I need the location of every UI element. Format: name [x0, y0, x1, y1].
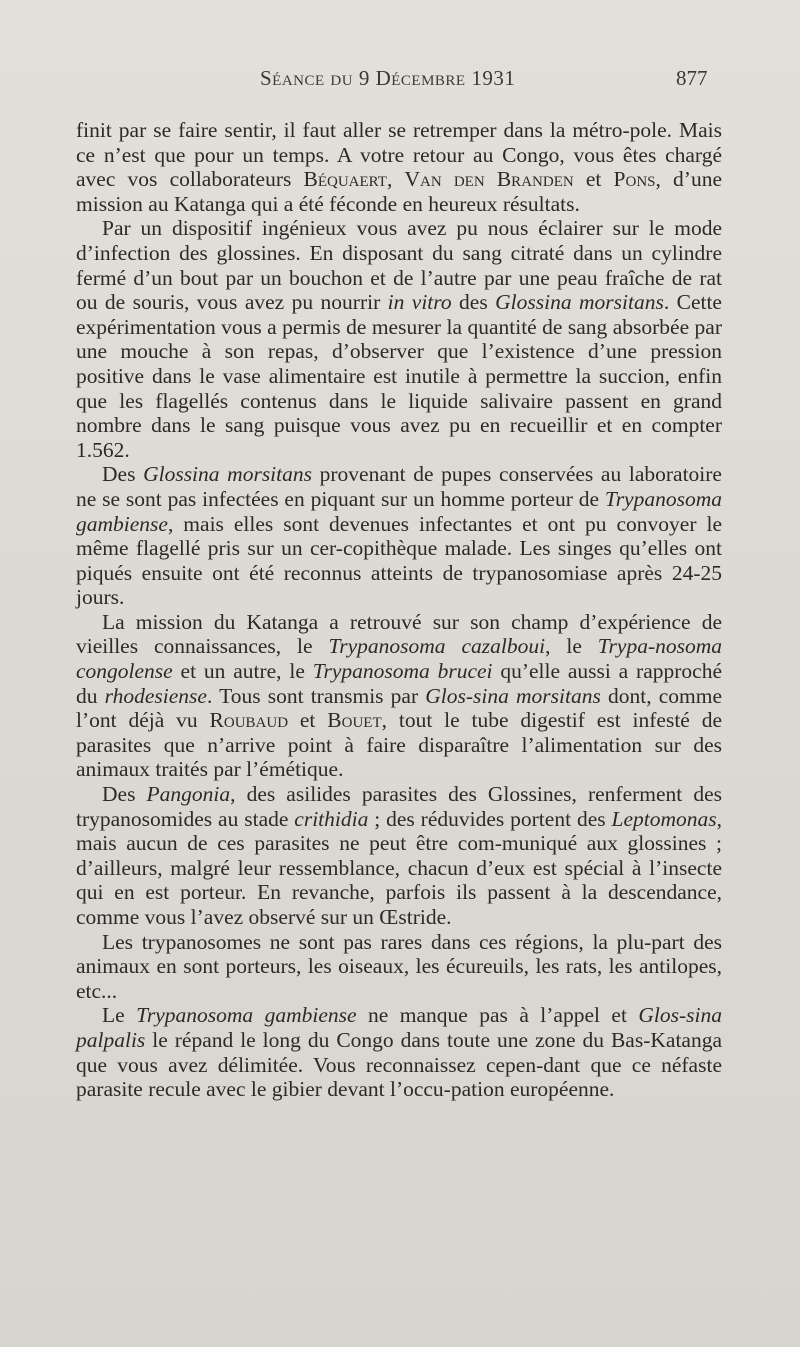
species-name: rhodesiense: [104, 683, 207, 708]
italic-term: crithidia: [294, 806, 369, 831]
species-name: Trypa-nosoma congolense: [76, 634, 723, 684]
paragraph-5: Des Pangonia, des asilides parasites des Glossines, renferment des trypanosomides au stade crithidia ; des réduvides portent des Leptomonas, mais aucun de ces parasites ne peut être com-muniqué aux glossines ; d’ailleurs, malgré leur ressemblance, chacun d’eux est spécial à l’insecte qui en est porteur. En revanche, parfois ils passent à la descendance, comme vous l’avez observé sur un Œstride.: [76, 782, 723, 929]
author-name: Van den Branden: [404, 167, 574, 192]
body-text: [76, 118, 722, 1102]
paragraph-2: Par un dispositif ingénieux vous avez pu nous éclairer sur le mode d’infection des glossines. En disposant du sang citraté dans un cylindre fermé d’un bout par un bouchon et de l’autre par une peau fraîche de rat ou de souris, vous avez pu nourrir in vitro des Glossina morsitans. Cette expérimentation vous a permis de mesurer la quantité de sang absorbée par une mouche à son repas, d’observer que l’existence d’une pression positive dans le vase alimentaire est inutile à permettre la succion, enfin que les flagellés contenus dans le liquide salivaire passent en grand nombre dans le sang puisque vous avez pu en recueillir et en compter 1.562.: [76, 216, 722, 462]
page-number: 877: [676, 66, 708, 90]
paragraph-1: finit par se faire sentir, il faut aller se retremper dans la métro-pole. Mais ce n’est que pour un temps. A votre retour au Congo, vous êtes chargé avec vos collaborateurs Béquaert, Van den Branden et Pons, d’une mission au Katanga qui a été féconde en heureux résultats.: [76, 118, 722, 216]
author-name: Bouet: [327, 708, 382, 733]
species-name: Glos-sina palpalis: [76, 1003, 722, 1052]
species-name: Trypanosoma brucei: [312, 659, 493, 684]
paragraph-7: Le Trypanosoma gambiense ne manque pas à l’appel et Glos-sina palpalis le répand le long du Congo dans toute une zone du Bas-Katanga que vous avez délimitée. Vous reconnaissez cepen-dant que ce néfaste parasite recule avec le gibier devant l’occu-pation européenne.: [76, 1003, 722, 1102]
running-head-title: Séance du 9 Décembre 1931: [260, 66, 516, 90]
author-name: Roubaud: [209, 708, 289, 733]
species-name: Glossina morsitans: [143, 462, 312, 487]
paragraph-6: Les trypanosomes ne sont pas rares dans ces régions, la plu-part des animaux en sont porteurs, les oiseaux, les écureuils, les rats, les antilopes, etc...: [76, 929, 722, 1003]
italic-term: in vitro: [387, 290, 452, 315]
author-name: Pons: [613, 167, 656, 192]
species-name: Pangonia: [146, 782, 231, 807]
species-name: Glos-sina morsitans: [425, 683, 601, 708]
species-name: Glossina morsitans: [495, 290, 664, 315]
species-name: Trypanosoma cazalboui: [328, 634, 546, 659]
paragraph-3: Des Glossina morsitans provenant de pupes conservées au laboratoire ne se sont pas infectées en piquant sur un homme porteur de Trypanosoma gambiense, mais elles sont devenues infectantes et ont pu convoyer le même flagellé pris sur un cer-copithèque malade. Les singes qu’elles ont piqués ensuite ont été reconnus atteints de trypanosomiase après 24-25 jours.: [76, 462, 722, 610]
species-name: Trypanosoma gambiense: [136, 1003, 357, 1028]
species-name: Leptomonas: [611, 806, 717, 831]
author-name: Béquaert: [303, 167, 387, 192]
species-name: Trypanosoma gambiense: [76, 486, 722, 536]
running-head: [0, 66, 800, 96]
paragraph-4: La mission du Katanga a retrouvé sur son champ d’expérience de vieilles connaissances, le Trypanosoma cazalboui, le Trypa-nosoma congolense et un autre, le Trypanosoma brucei qu’elle aussi a rapproché du rhodesiense. Tous sont transmis par Glos-sina morsitans dont, comme l’ont déjà vu Roubaud et Bouet, tout le tube digestif est infesté de parasites que n’arrive point à faire disparaître l’alimentation sur des animaux traités par l’émétique.: [76, 609, 723, 782]
